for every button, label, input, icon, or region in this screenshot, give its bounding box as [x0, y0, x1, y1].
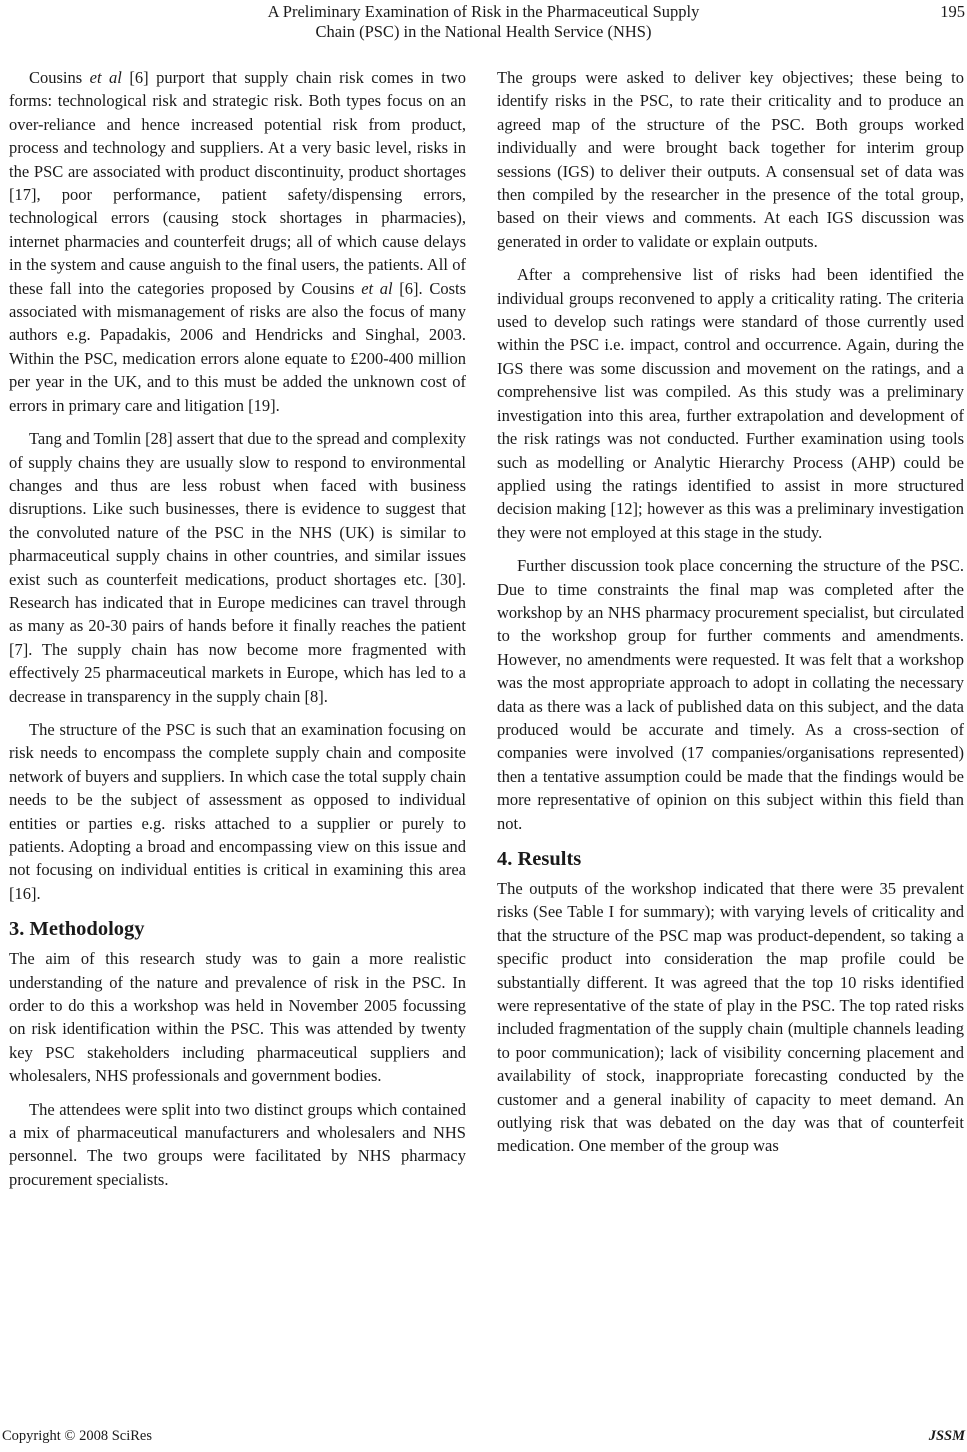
journal-abbreviation: JSSM — [928, 1428, 965, 1444]
paragraph: Tang and Tomlin [28] assert that due to the spread and complexity of supply chains they are usually slow to respond to environmental changes and thus are less robust when faced with business disruptions. Like such businesses, there is evidence to suggest that the convoluted nature of the PSC in the NHS (UK) is similar to pharmaceutical supply chains in other countries, and similar issues exist such as counterfeit medications, product shortages etc. [30]. Research has indicated that in Europe medicines can travel through as many as 20-30 pairs of hands before it finally reaches the patient [7]. The supply chain has now become more fragmented with effectively 25 pharmaceutical markets in Europe, which has led to a decrease in transparency in the supply chain [8]. — [9, 429, 466, 706]
running-header — [0, 2, 967, 42]
paragraph: The attendees were split into two distinct groups which contained a mix of pharmaceutical manufacturers and wholesalers and NHS personnel. The two groups were facilitated by NHS pharmacy procurement specialists. — [9, 1099, 466, 1189]
paragraph: The aim of this research study was to gain a more realistic understanding of the nature and prevalence of risk in the PSC. In order to do this a workshop was held in November 2005 focussing on risk identification within the PSC. This was attended by twenty key PSC stakeholders including pharmaceutical suppliers and wholesalers, NHS professionals and government bodies. — [9, 949, 466, 1086]
section-heading-methodology: 3. Methodology — [9, 918, 145, 941]
emphasis: et al — [89, 68, 122, 87]
paragraph: Further discussion took place concerning the structure of the PSC. Due to time constraints the final map was completed after the workshop by an NHS pharmacy procurement specialist, but circulated to the workshop group for further comments and amendments. However, no amendments were requested. It was felt that a workshop was the most appropriate approach to adopt in collating the necessary data as there was a lack of published data on this subject, and the data produced would be accurate and timely. As a cross-section of companies were involved (17 companies/organisations represented) then a tentative assumption could be made that the findings would be more representative of opinion on this subject within this field than not. — [497, 556, 964, 833]
page-number: 195 — [940, 2, 965, 21]
paragraph: After a comprehensive list of risks had been identified the individual groups reconvened to apply a criticality rating. The criteria used to develop such ratings were standard of those currently used within the PSC i.e. impact, control and occurrence. Again, during the IGS there was some discussion and movement on the ratings, and a comprehensive list was compiled. As this study was a preliminary investigation into this area, further extrapolation and development of the risk ratings was not conducted. Further examination using tools such as modelling or Analytic Hierarchy Process (AHP) could be applied using the ratings identified to assist in more structured decision making [12]; however as this was a preliminary investigation they were not employed at this stage in the study. — [497, 265, 964, 542]
left-column — [9, 66, 466, 1201]
header-title-line-2: Chain (PSC) in the National Health Service (NHS) — [315, 22, 652, 41]
section-heading-results: 4. Results — [497, 848, 582, 870]
paragraph: Cousins et al [6] purport that supply chain risk comes in two forms: technological risk and strategic risk. Both types focus on an over-reliance and hence increased potential risk from product, process and technology and suppliers. At a very basic level, risks in the PSC are associated with product discontinuity, product shortages [17], poor performance, patient safety/dispensing errors, technological errors (causing stock shortages in pharmacies), internet pharmacies and counterfeit drugs; all of which cause delays in the system and cause anguish to the final users, the patients. All of these fall into the categories proposed by Cousins et al [6]. Costs associated with mismanagement of risks are also the focus of many authors e.g. Papadakis, 2006 and Hendricks and Singhal, 2003. Within the PSC, medication errors alone equate to £200-400 million per year in the UK, and to this must be added the unknown cost of errors in primary care and litigation [19]. — [9, 68, 467, 415]
header-title-line-1: A Preliminary Examination of Risk in the Pharmaceutical Supply — [267, 2, 700, 21]
right-column — [497, 66, 964, 1168]
page-footer — [0, 1428, 967, 1448]
paragraph: The groups were asked to deliver key objectives; these being to identify risks in the PSC, to rate their criticality and to produce an agreed map of the structure of the PSC. Both groups worked individually and were brought back together for interim group sessions (IGS) to deliver their outputs. A consensual set of data was then compiled by the researcher in the presence of the total group, based on their views and comments. At each IGS discussion was generated in order to validate or explain outputs. — [497, 68, 964, 251]
emphasis: et al — [361, 278, 393, 298]
paragraph: The outputs of the workshop indicated that there were 35 prevalent risks (See Table I for summary); with varying levels of criticality and that the structure of the PSC map was product-dependent, so taking a specific product into consideration the map profile could be substantially different. It was agreed that the top 10 risks identified were representative of the state of play in the PSC. The top rated risks included fragmentation of the supply chain (multiple channels leading to poor communication); lack of visibility concerning placement and availability of stock, inappropriate forecasting conducted by the customer and a general inability of capacity to meet demand. An outlying risk that was debated on the day was that of counterfeit medication. One member of the group was — [497, 879, 964, 1156]
copyright-text: Copyright © 2008 SciRes — [2, 1428, 152, 1444]
paragraph: The structure of the PSC is such that an examination focusing on risk needs to encompass the complete supply chain and composite network of buyers and suppliers. In which case the total supply chain needs to be the subject of assessment as opposed to individual entities or parties e.g. risks attached to a supplier or purely to patients. Adopting a broad and encompassing view on this issue and not focusing on individual entities is critical in examining this area [16]. — [9, 719, 466, 903]
